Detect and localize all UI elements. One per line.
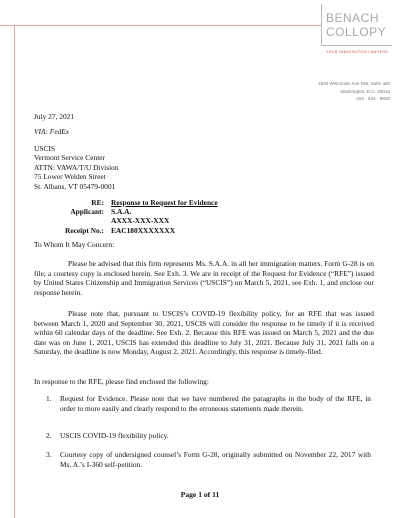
- salutation: To Whom It May Concern:: [34, 240, 115, 249]
- list-item-number: 1.: [46, 394, 52, 403]
- body-paragraph: Please be advised that this firm represents Ms. S.A.A. in all her immigration matters. Form G-28 is on file; a courtesy copy is enclosed herein. See Exh. 3. We are in receipt of the Request for Evidence (“RFE”) issued by United States Citizenship and Immigration Services (“USCIS”) on March 5, 2021, see Exh. 1, and enclose our response herein.: [34, 259, 374, 297]
- receipt-value: EAC180XXXXXXX: [111, 225, 176, 235]
- body-paragraph: Please note that, pursuant to USCIS’s COVID-19 flexibility policy, for an RFE that was issued between March 1, 2020 and September 30, 2021, USCIS will consider the response to be timely if it is received within 60 calendar days of the deadline. See Exh. 2. Because this RFE was issued on March 5, 2021 and the due date was on June 1, 2021, USCIS has extended this deadline to July 31, 2021. Because July 31, 2021 falls on a Saturday, the deadline is now Monday, August 2, 2021. Accordingly, this response is timely-filed.: [34, 309, 374, 357]
- list-item-text: USCIS COVID-19 flexibility policy.: [60, 431, 169, 440]
- re-label: RE:: [91, 198, 104, 207]
- logo-line-2: COLLOPY: [326, 25, 387, 39]
- recipient-line: ATTN: VAWA/T/U Division: [34, 162, 119, 172]
- recipient-line: 75 Lower Welden Street: [34, 172, 106, 182]
- applicant-label: Applicant:: [70, 207, 104, 217]
- list-item-text: Request for Evidence. Please note that we have numbered the paragraphs in the body of the RFE, in order to more easily and clearly respond to the erroneous statements made therein.: [60, 394, 371, 413]
- logo-tagline: YOUR IMMIGRATION LAWYERS: [326, 50, 389, 54]
- page-number: Page 1 of 11: [180, 490, 220, 499]
- re-subject: Response to Request for Evidence: [111, 198, 218, 207]
- receipt-label: Receipt No.:: [65, 225, 104, 235]
- logo-line-1: BENACH: [326, 11, 380, 25]
- delivery-method: VIA: FedEx: [34, 127, 70, 136]
- recipient-line: USCIS: [34, 144, 55, 153]
- address-street: 4530 Wisconsin Ave NW, Suite 400: [318, 81, 390, 86]
- frame-top-rule: [0, 25, 322, 26]
- address-city: Washington, D.C. 20016: [340, 88, 390, 94]
- firm-address: [318, 80, 390, 103]
- letter-date: July 27, 2021: [34, 112, 75, 121]
- recipient-line: Vermont Service Center: [34, 153, 106, 163]
- applicant-value: S.A.A.: [111, 207, 132, 217]
- a-number-value: AXXX-XXX-XXX: [111, 216, 170, 226]
- frame-left-rule: [14, 25, 15, 518]
- list-item-text: Courtesy copy of undersigned counsel’s Form G-28, originally submitted on November 22, 2017 with Ms. A.’s I-360 self-petition.: [60, 450, 371, 469]
- list-item-number: 2.: [46, 431, 52, 440]
- recipient-line: St. Albans, VT 05479-0001: [34, 181, 116, 191]
- list-item-number: 3.: [46, 450, 52, 459]
- recipient-address: [34, 144, 119, 191]
- enclosures-intro: In response to the RFE, please find enclosed the following:: [34, 377, 209, 386]
- address-phone: 202 · 644 · 8600: [356, 96, 390, 101]
